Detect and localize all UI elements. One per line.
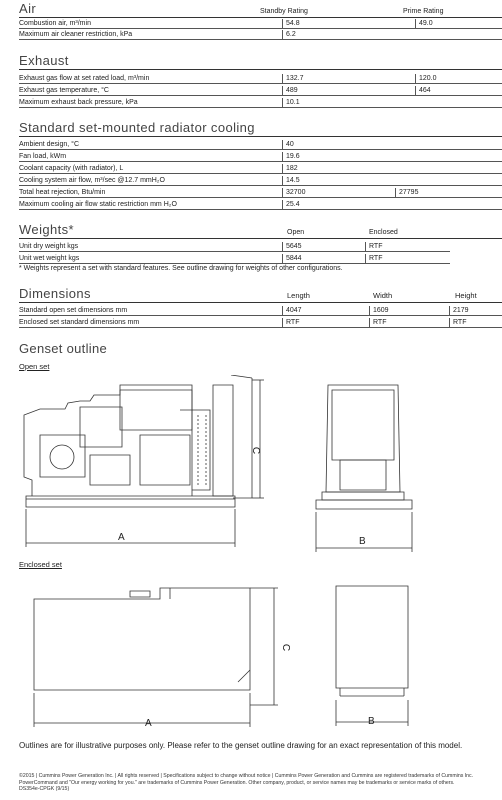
exhaust-title: Exhaust bbox=[19, 53, 69, 68]
copyright-line-2: PowerCommand and "Our energy working for you." are trademarks of Cummins Power Generation. Other company, product, or service names may be trademarks or service marks of others. bbox=[19, 779, 455, 786]
dim-a-label: A bbox=[118, 532, 125, 543]
enclosed-set-label: Enclosed set bbox=[19, 560, 62, 569]
document-code: DS354e-CPGK (9/15) bbox=[19, 786, 70, 792]
height-header: Height bbox=[455, 291, 477, 300]
air-section-header bbox=[19, 2, 502, 18]
dim-c-label: C bbox=[250, 446, 262, 455]
dim-b-label-enclosed: B bbox=[368, 716, 375, 727]
prime-rating-header: Prime Rating bbox=[403, 8, 444, 15]
copyright-line-1: ©2015 | Cummins Power Generation Inc. | All rights reserved | Specifications subject to change without notice | Cummins Power Generation and Cummins are registered trademarks of Cummins Inc. bbox=[19, 773, 474, 779]
outline-disclaimer: Outlines are for illustrative purposes only. Please refer to the genset outline drawing for an exact representation of this model. bbox=[19, 741, 463, 750]
table-row: Exhaust gas temperature, °C 489 464 bbox=[19, 86, 502, 96]
dimensions-section-header bbox=[19, 287, 502, 303]
table-row: Combustion air, m³/min 54.8 49.0 bbox=[19, 19, 502, 29]
table-row: Unit wet weight kgs 5844 RTF bbox=[19, 254, 450, 264]
air-title: Air bbox=[19, 1, 37, 16]
open-header: Open bbox=[287, 229, 305, 236]
table-row: Coolant capacity (with radiator), L 182 bbox=[19, 164, 502, 174]
dimensions-title: Dimensions bbox=[19, 286, 91, 301]
cooling-section-header bbox=[19, 121, 502, 137]
width-header: Width bbox=[373, 291, 393, 300]
table-row: Cooling system air flow, m³/sec @12.7 mmH₂O 14.5 bbox=[19, 176, 502, 186]
exhaust-section-header bbox=[19, 54, 502, 70]
table-row: Exhaust gas flow at set rated load, m³/min 132.7 120.0 bbox=[19, 74, 502, 84]
table-row: Unit dry weight kgs 5645 RTF bbox=[19, 242, 450, 252]
table-row: Enclosed set standard dimensions mm RTF RTF RTF bbox=[19, 318, 502, 328]
length-header: Length bbox=[287, 291, 310, 300]
enclosed-header: Enclosed bbox=[369, 229, 398, 236]
dim-b-label: B bbox=[359, 536, 366, 547]
cooling-title: Standard set-mounted radiator cooling bbox=[19, 120, 255, 135]
weights-section-header bbox=[19, 223, 502, 239]
genset-outline-title: Genset outline bbox=[19, 341, 108, 356]
enclosed-set-side-view-drawing bbox=[20, 575, 310, 730]
weights-note: * Weights represent a set with standard features. See outline drawing for weights of other configurations. bbox=[19, 265, 343, 272]
standby-rating-header: Standby Rating bbox=[260, 8, 308, 15]
table-row: Maximum cooling air flow static restriction mm H₂O 25.4 bbox=[19, 200, 502, 210]
open-set-front-view-drawing bbox=[308, 380, 418, 555]
table-row: Ambient design, °C 40 bbox=[19, 140, 502, 150]
dim-a-label-enclosed: A bbox=[145, 718, 152, 729]
table-row: Fan load, kWm 19.6 bbox=[19, 152, 502, 162]
table-row: Total heat rejection, Btu/min 32700 27795 bbox=[19, 188, 502, 198]
dim-c-label-enclosed: C bbox=[280, 643, 292, 652]
table-row: Maximum exhaust back pressure, kPa 10.1 bbox=[19, 98, 502, 108]
table-row: Standard open set dimensions mm 4047 1609 2179 bbox=[19, 306, 502, 316]
enclosed-set-front-view-drawing bbox=[330, 580, 420, 730]
weights-title: Weights* bbox=[19, 222, 74, 237]
open-set-side-view-drawing bbox=[20, 375, 284, 555]
table-row: Maximum air cleaner restriction, kPa 6.2 bbox=[19, 30, 502, 40]
open-set-label: Open set bbox=[19, 362, 50, 371]
